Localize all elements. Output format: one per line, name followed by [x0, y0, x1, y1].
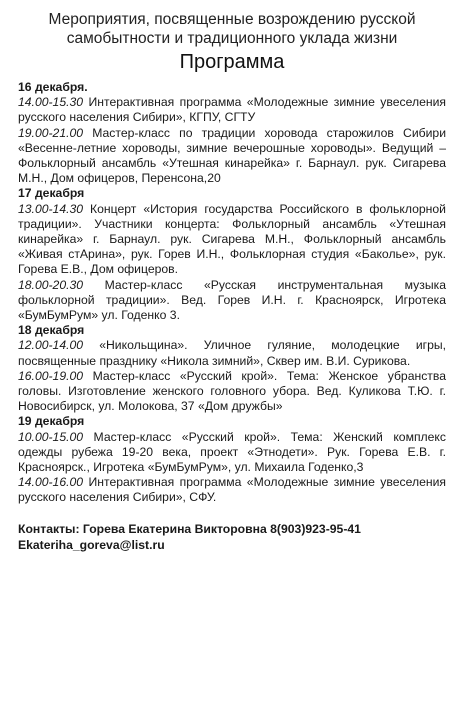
event-time: 18.00-20.30	[18, 277, 84, 292]
day-18	[18, 323, 446, 414]
event-item	[18, 278, 446, 324]
event-item	[18, 126, 446, 187]
program-heading: Программа	[179, 51, 285, 73]
day-date: 19 декабря	[18, 414, 85, 429]
event-item	[18, 430, 446, 476]
day-19	[18, 414, 446, 505]
event-description: Мастер-класс «Русская инструментальная музыка фольклорной традиции». Вед. Горев И.Н. г. Красноярск, Игротека «БумБумРум» ул. Годенко 3.	[18, 277, 446, 323]
contact-email[interactable]: Ekateriha_goreva@list.ru	[18, 537, 165, 552]
event-description: «Никольщина». Уличное гуляние, молодецкие игры, посвященные празднику «Никола зимний», Сквер им. В.И. Сурикова.	[18, 338, 446, 368]
page-title	[18, 10, 446, 48]
event-time: 19.00-21.00	[18, 125, 84, 140]
event-time: 16.00-19.00	[18, 368, 84, 383]
event-description: Мастер-класс «Русский крой». Тема: Женский комплекс одежды рубежа 19-20 века, проект «Этнодети». Рук. Горева Е.В. г. Красноярск., Игротека «БумБумРум», ул. Михаила Годенко,3	[18, 429, 446, 475]
event-time: 14.00-15.30	[18, 95, 84, 110]
event-item	[18, 95, 446, 125]
contact-phone: Контакты: Горева Екатерина Викторовна 8(903)923-95-41	[18, 521, 361, 536]
event-time: 12.00-14.00	[18, 338, 84, 353]
event-description: Интерактивная программа «Молодежные зимние увеселения русского населения Сибири», КГПУ, СГТУ	[18, 95, 446, 125]
title-line-2: самобытности и традиционного уклада жизни	[66, 30, 398, 47]
schedule	[18, 80, 446, 506]
day-17	[18, 186, 446, 323]
day-date: 16 декабря.	[18, 80, 88, 94]
event-item	[18, 369, 446, 415]
event-item	[18, 338, 446, 368]
event-description: Мастер-класс по традиции хоровода старожилов Сибири «Весенне-летние хороводы, зимние вечерошные хороводы». Ведущий – Фольклорный ансамбль «Утешная кинарейка» г. Барнаул. рук. Сигарева М.Н., Дом офицеров, Перенсона,20	[18, 125, 446, 186]
day-16	[18, 80, 446, 186]
title-line-1: Мероприятия, посвященные возрождению русской	[48, 11, 416, 28]
event-time: 13.00-14.30	[18, 201, 84, 216]
day-date: 18 декабря	[18, 323, 85, 338]
event-item	[18, 202, 446, 278]
event-description: Концерт «История государства Российского в фольклорной традиции». Участники концерта: Фольклорный ансамбль «Утешная кинарейка» г. Барнаул. рук. Сигарева М.Н., Фольклорный ансамбль «Живая стАрина», рук. Горев И.Н., Фольклорная студия «Баколье», рук. Горева Е.В., Дом офицеров.	[18, 201, 446, 277]
event-description: Мастер-класс «Русский крой». Тема: Женское убранства головы. Изготовление женского головного убора. Вед. Куликова Т.Ю. г. Новосибирск, ул. Молокова, 37 «Дом дружбы»	[18, 368, 446, 414]
event-description: Интерактивная программа «Молодежные зимние увеселения русского населения Сибири», СФУ.	[18, 475, 446, 505]
day-date: 17 декабря	[18, 186, 85, 201]
event-item	[18, 475, 446, 505]
event-time: 14.00-16.00	[18, 475, 84, 490]
contacts-block	[18, 521, 446, 553]
event-time: 10.00-15.00	[18, 429, 84, 444]
